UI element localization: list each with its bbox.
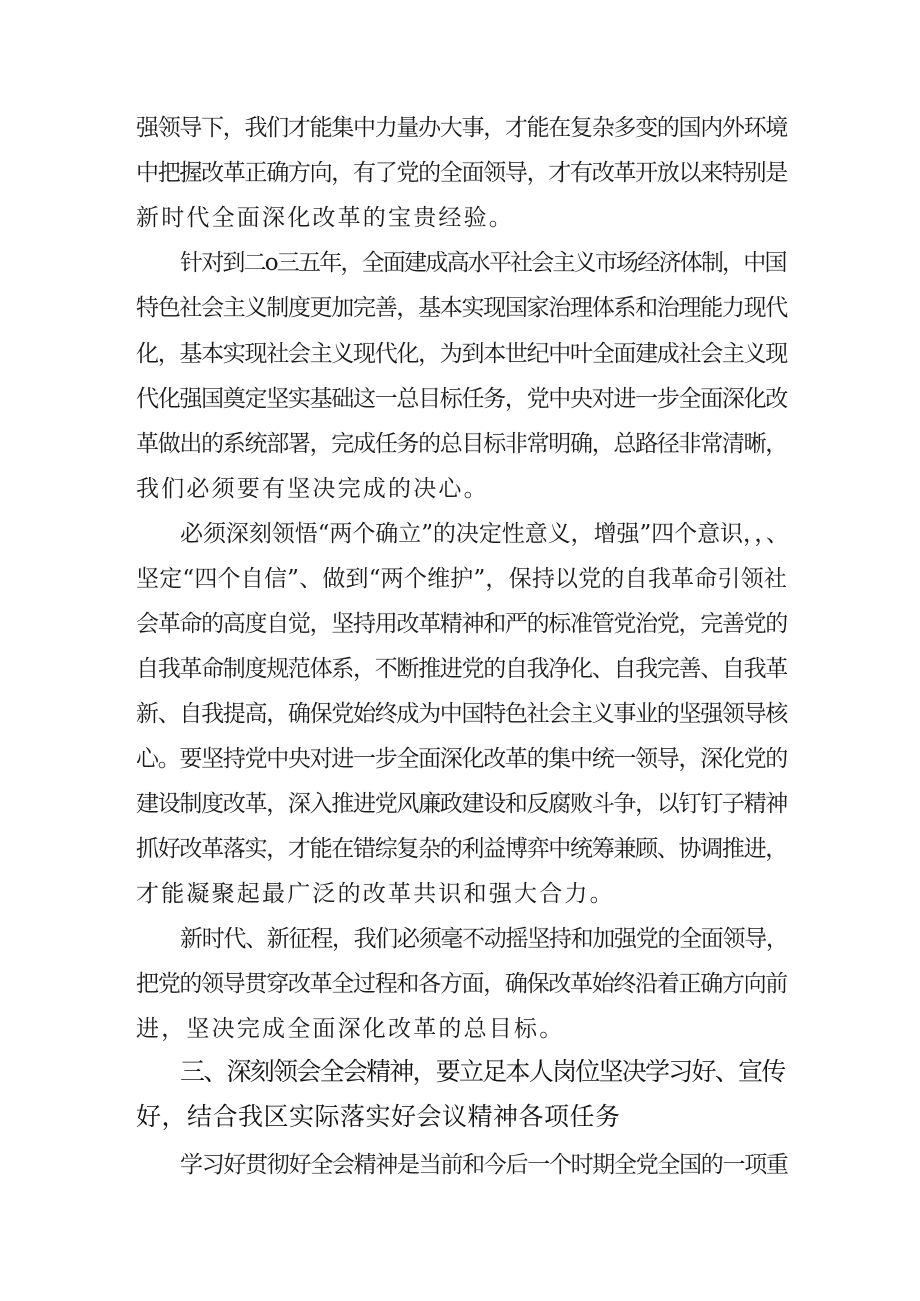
body-text-line: 强领导下，我们才能集中力量办大事，才能在复杂多变的国内外环境	[136, 115, 788, 141]
body-text-line: 才能凝聚起最广泛的改革共识和强大合力。	[136, 881, 615, 907]
body-text-line: 必须深刻领悟“两个确立”的决定性意义，增强”四个意识，，、	[180, 521, 789, 547]
body-text-line: 进，坚决完成全面深化改革的总目标。	[136, 1016, 565, 1042]
body-text-line: 坚定“四个自信”、做到“两个维护”，保持以党的自我革命引领社	[136, 566, 788, 592]
section-heading: 三、深刻领会全会精神，要立足本人岗位坚决学习好、宣传	[180, 1057, 785, 1086]
body-text-line: 新时代、新征程，我们必须毫不动摇坚持和加强党的全面领导，	[180, 926, 788, 952]
body-text-line: 化，基本实现社会主义现代化，为到本世纪中叶全面建成社会主义现	[136, 341, 788, 367]
body-text-line: 把党的领导贯穿改革全过程和各方面，确保改革始终沿着正确方向前	[136, 971, 788, 997]
body-text-line: 自我革命制度规范体系，不断推进党的自我净化、自我完善、自我革	[136, 656, 788, 682]
body-text-line: 特色社会主义制度更加完善，基本实现国家治理体系和治理能力现代	[136, 295, 788, 321]
body-text-line: 针对到二o三五年，全面建成高水平社会主义市场经济体制，中国	[180, 250, 786, 276]
body-text-line: 革做出的系统部署，完成任务的总目标非常明确，总路径非常清晰，	[136, 431, 788, 457]
body-text-line: 新时代全面深化改革的宝贵经验。	[136, 205, 514, 231]
section-heading: 好，结合我区实际落实好会议精神各项任务	[136, 1102, 621, 1131]
body-text-line: 我们必须要有坚决完成的决心。	[136, 476, 489, 502]
body-text-line: 学习好贯彻好全会精神是当前和今后一个时期全党全国的一项重	[180, 1152, 788, 1178]
body-text-line: 新、自我提高，确保党始终成为中国特色社会主义事业的坚强领导核	[136, 701, 788, 727]
body-text-line: 心。要坚持党中央对进一步全面深化改革的集中统一领导，深化党的	[136, 746, 788, 772]
body-text-line: 抓好改革落实，才能在错综复杂的利益博弈中统筹兼顾、协调推进，	[136, 836, 788, 862]
body-text-line: 代化强国奠定坚实基础这一总目标任务，党中央对进一步全面深化改	[136, 386, 788, 412]
body-text-line: 会革命的高度自觉，坚持用改革精神和严的标准管党治党，完善党的	[136, 611, 788, 637]
body-text-line: 中把握改革正确方向，有了党的全面领导，才有改革开放以来特别是	[136, 160, 788, 186]
body-text-line: 建设制度改革，深入推进党风廉政建设和反腐败斗争，以钉钉子精神	[136, 791, 788, 817]
